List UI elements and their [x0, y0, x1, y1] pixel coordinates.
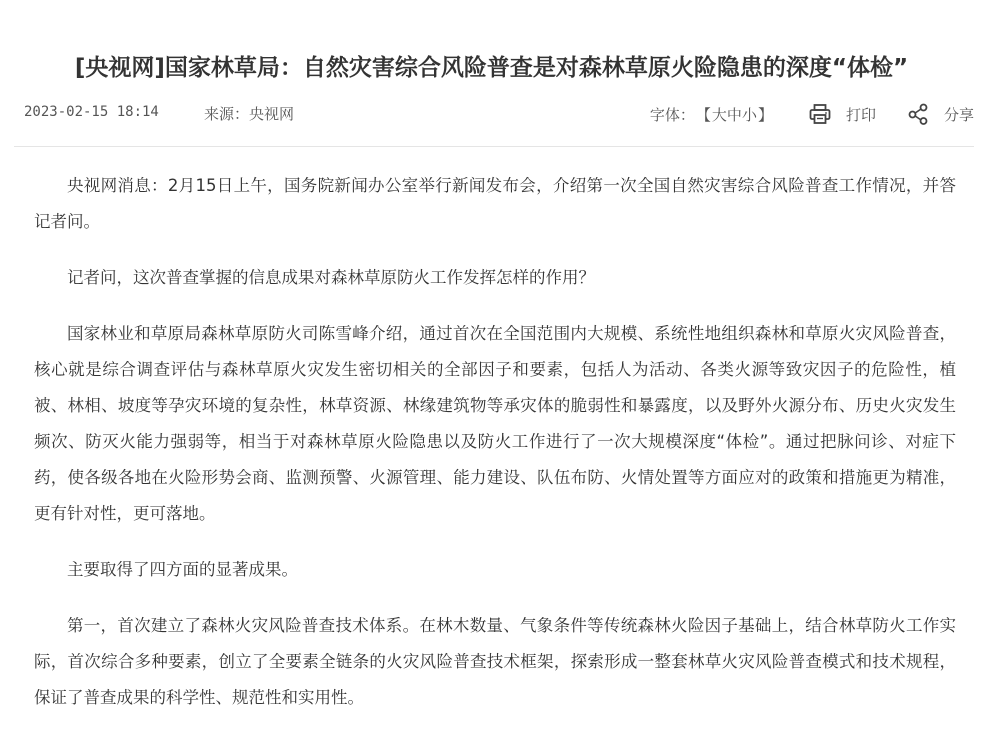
source-label: 来源： — [204, 105, 250, 123]
article-title: [央视网]国家林草局：自然灾害综合风险普查是对森林草原火险隐患的深度“体检” — [74, 55, 909, 82]
font-size-medium[interactable]: 中 — [726, 105, 742, 124]
article-body — [34, 168, 956, 736]
share-button[interactable] — [906, 102, 974, 126]
paragraph: 主要取得了四方面的显著成果。 — [67, 560, 298, 579]
paragraph: 央视网消息：2月15日上午，国务院新闻办公室举行新闻发布会，介绍第一次全国自然灾害综合风险普查工作情况，并答记者问。 — [34, 176, 956, 231]
paragraph: 第一，首次建立了森林火灾风险普查技术体系。在林木数量、气象条件等传统森林火险因子基础上，结合林草防火工作实际，首次综合多种要素，创立了全要素全链条的火灾风险普查技术框架，探索形成一整套林草火灾风险普查模式和技术规程，保证了普查成果的科学性、规范性和实用性。 — [34, 616, 956, 707]
print-label: 打印 — [845, 105, 876, 124]
paragraph: 国家林业和草原局森林草原防火司陈雪峰介绍，通过首次在全国范围内大规模、系统性地组织森林和草原火灾风险普查，核心就是综合调查评估与森林草原火灾发生密切相关的全部因子和要素，包括人为活动、各类火源等致灾因子的危险性，植被、林相、坡度等孕灾环境的复杂性，林草资源、林缘建筑物等承灾体的脆弱性和暴露度，以及野外火源分布、历史火灾发生频次、防灭火能力强弱等，相当于对森林草原火险隐患以及防火工作进行了一次大规模深度“体检”。通过把脉问诊、对症下药，使各级各地在火险形势会商、监测预警、火源管理、能力建设、队伍布防、火情处置等方面应对的政策和措施更为精准，更有针对性，更可落地。 — [34, 324, 956, 523]
share-label: 分享 — [943, 105, 974, 124]
meta-divider — [14, 146, 974, 147]
publish-date: 2023-02-15 18:14 — [24, 104, 159, 120]
article-tools — [650, 101, 974, 127]
font-size-label: 字体： — [649, 105, 695, 124]
font-size-large[interactable]: 大 — [711, 105, 727, 124]
font-size-open-bracket: 【 — [695, 105, 711, 124]
source-info — [204, 103, 294, 124]
font-size-small[interactable]: 小 — [741, 105, 757, 124]
share-icon — [906, 102, 930, 126]
printer-icon — [808, 102, 832, 126]
font-size-control — [650, 104, 774, 125]
article-meta — [14, 101, 974, 127]
paragraph: 记者问，这次普查掌握的信息成果对森林草原防火工作发挥怎样的作用？ — [67, 268, 595, 287]
source-name: 央视网 — [249, 105, 295, 123]
print-button[interactable] — [808, 102, 876, 126]
font-size-close-bracket: 】 — [757, 105, 773, 124]
